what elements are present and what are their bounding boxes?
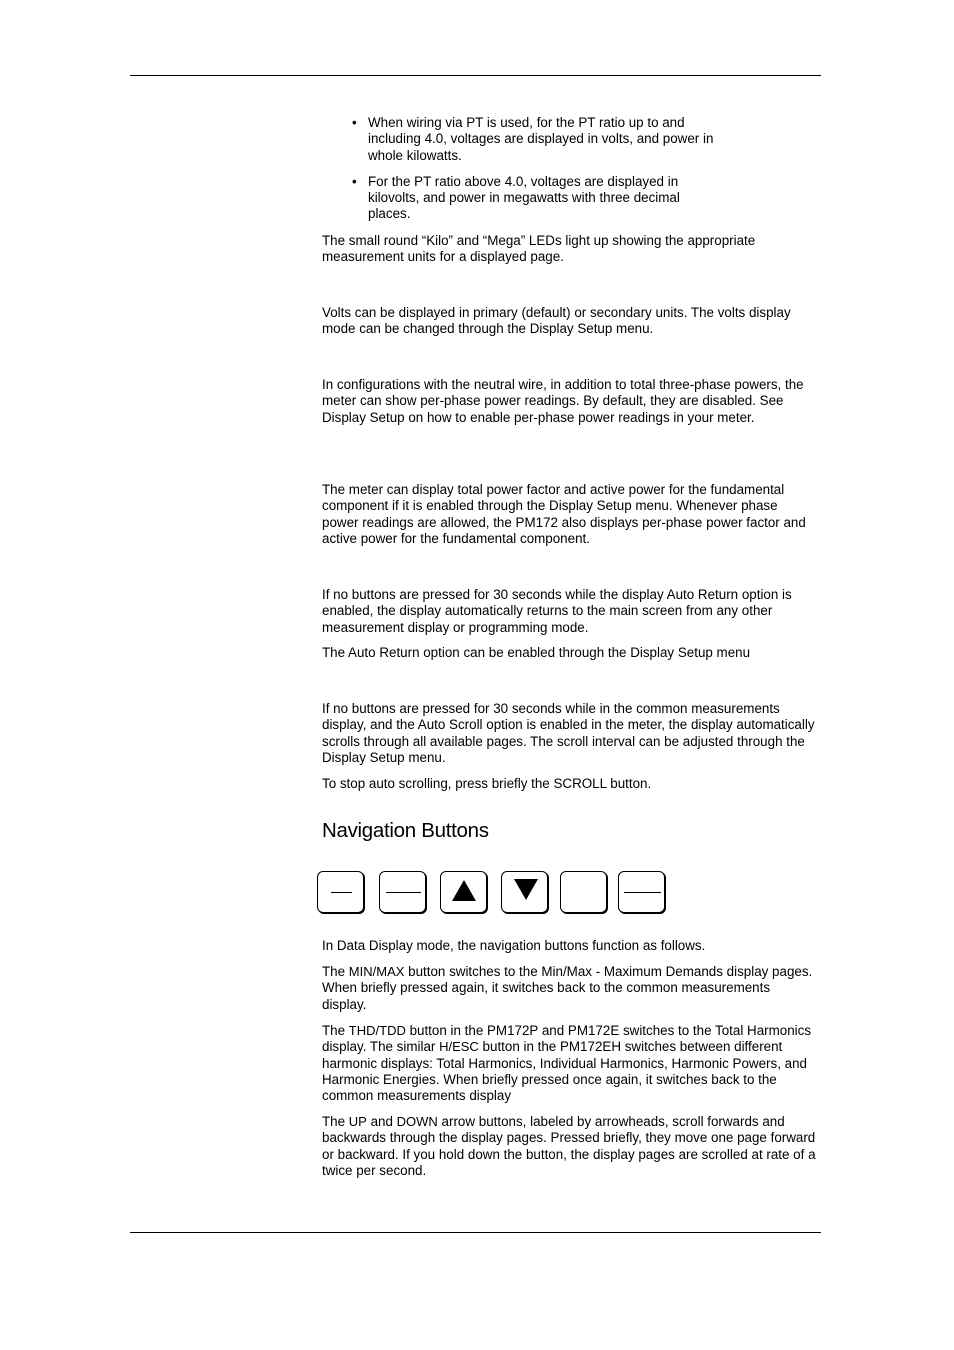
bullet-icon: • [352, 115, 357, 130]
thd-paragraph: The THD/TDD button in the PM172P and PM172E switches to the Total Harmonics display. The similar H/ESC button in the PM172EH switches between different harmonic displays: Total Harmonics, Individual Harmonics, Harmonic Powers, and Harmonic Energies. When briefly pressed once again, it switches back to the common measurements display [322, 1023, 812, 1104]
auto-scroll-paragraph: If no buttons are pressed for 30 seconds while in the common measurements display, and the Auto Scroll option is enabled in the meter, the display automatically scrolls through all available pages. The scroll interval can be adjusted through the Display Setup menu. [322, 701, 815, 765]
bullet-icon: • [352, 173, 357, 189]
section-heading: Navigation Buttons [322, 819, 489, 842]
list-item-text: When wiring via PT is used, for the PT ratio up to and including 4.0, voltages are displayed in volts, and power in whole kilowatts. [368, 115, 714, 163]
updown-paragraph: The UP and DOWN arrow buttons, labeled by arrowheads, scroll forwards and backwards through the display pages. Pressed briefly, they move one page forward or backward. If you hold down the button, the display pages are scrolled at rate of a twice per second. [322, 1114, 816, 1178]
nav-button-2[interactable] [379, 871, 426, 913]
hesc-key-label: H/ESC [439, 1039, 479, 1055]
list-item [350, 174, 720, 223]
down-arrow-icon [502, 872, 549, 914]
dash-icon [331, 892, 352, 893]
fundamental-paragraph: The meter can display total power factor and active power for the fundamental component if it is enabled through the Display Setup menu. Whenever phase power readings are allowed, the PM172 also displays per-phase power factor and active power for the fundamental component. [322, 482, 806, 546]
list-item [350, 115, 720, 164]
minmax-key-label: MIN/MAX [348, 964, 405, 979]
auto-return-note: The Auto Return option can be enabled through the Display Setup menu [322, 645, 751, 660]
nav-button-6[interactable] [618, 871, 665, 913]
header-rule [130, 75, 821, 76]
down-button[interactable] [501, 871, 548, 913]
down-key-label: DOWN [396, 1114, 438, 1129]
nav-button-1[interactable] [317, 871, 364, 913]
kilo-mega-paragraph: The small round “Kilo” and “Mega” LEDs light up showing the appropriate measurement units for a displayed page. [322, 233, 756, 265]
dash-icon [386, 892, 421, 893]
up-button[interactable] [440, 871, 487, 913]
up-key-label: UP [348, 1114, 367, 1129]
auto-return-paragraph: If no buttons are pressed for 30 seconds while the display Auto Return option is enabled, the display automatically returns to the main screen from any other measurement display or programming mode. [322, 587, 792, 635]
pt-ratio-list [350, 115, 720, 233]
nav-intro-paragraph: In Data Display mode, the navigation buttons function as follows. [322, 938, 706, 953]
thd-key-label: THD/TDD [348, 1023, 406, 1038]
list-item-text: For the PT ratio above 4.0, voltages are displayed in kilovolts, and power in megawatts with three decimal places. [368, 173, 680, 222]
volts-paragraph: Volts can be displayed in primary (default) or secondary units. The volts display mode can be changed through the Display Setup menu. [322, 305, 791, 337]
auto-scroll-note: To stop auto scrolling, press briefly the SCROLL button. [322, 776, 652, 791]
minmax-paragraph: The MIN/MAX button switches to the Min/Max - Maximum Demands display pages. When briefly pressed again, it switches back to the common measurements display. [322, 964, 813, 1012]
up-arrow-icon [441, 872, 488, 914]
neutral-paragraph: In configurations with the neutral wire, in addition to total three-phase powers, the meter can show per-phase power readings. By default, they are disabled. See Display Setup on how to enable per-phase power readings in your meter. [322, 377, 804, 425]
dash-icon [624, 892, 661, 893]
footer-rule [130, 1232, 821, 1233]
nav-button-5[interactable] [560, 871, 607, 913]
